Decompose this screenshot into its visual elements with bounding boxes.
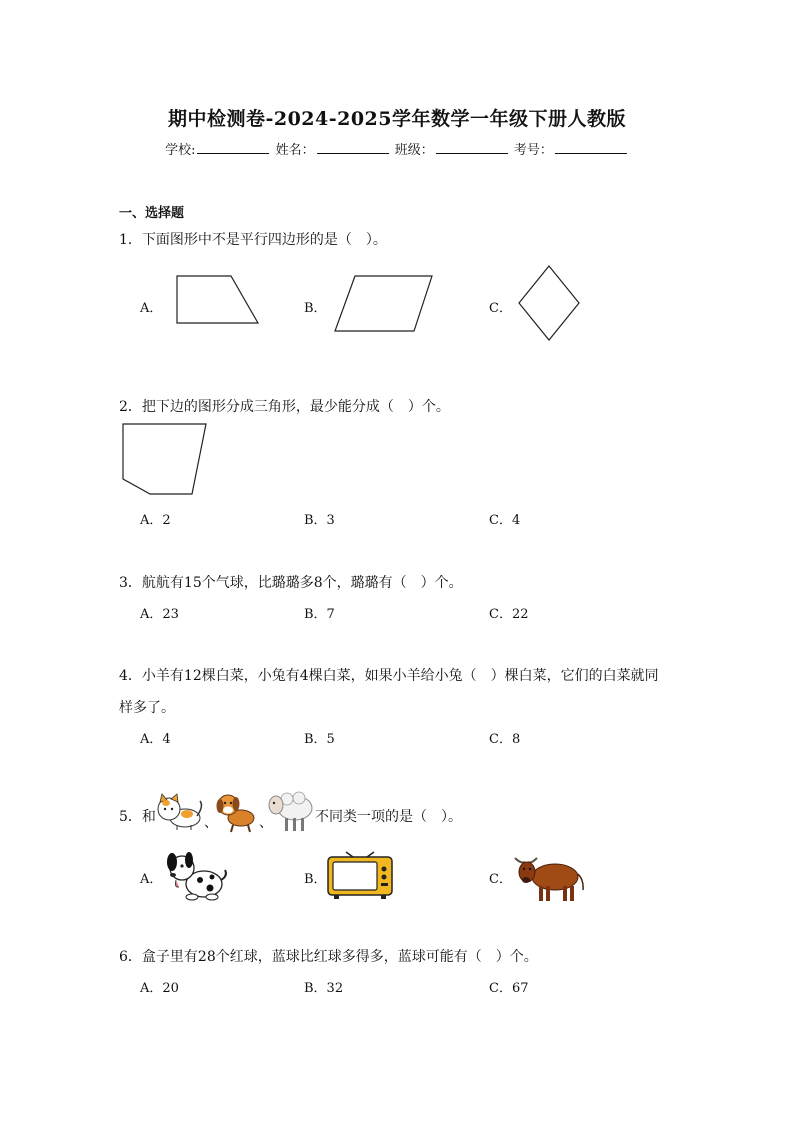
q5-option-c[interactable]: C． (489, 872, 512, 887)
q3-option-c[interactable]: C．22 (489, 607, 529, 622)
q2-option-b[interactable]: B．3 (304, 513, 335, 528)
q6-option-b[interactable]: B．32 (304, 981, 344, 996)
name-label: 姓名： (275, 143, 315, 158)
q3-option-b[interactable]: B．7 (304, 607, 335, 622)
puppy-icon (213, 790, 259, 834)
class-blank[interactable] (436, 139, 508, 154)
question-5-stem-prefix: 5．和 (119, 809, 156, 825)
q5-option-a[interactable]: A． (140, 872, 163, 887)
question-1-stem: 1．下面图形中不是平行四边形的是（ ）。 (119, 232, 387, 248)
trapezoid-figure (174, 274, 264, 328)
name-blank[interactable] (317, 139, 389, 154)
q5-option-b[interactable]: B． (304, 872, 327, 887)
question-5-stem-suffix: 不同类一项的是（ ）。 (315, 809, 462, 825)
q4-option-b[interactable]: B．5 (304, 732, 335, 747)
exam-number-blank[interactable] (555, 139, 627, 154)
student-info-line (0, 139, 794, 158)
page-title: 期中检测卷-2024-2025学年数学一年级下册人教版 (167, 108, 627, 130)
q4-option-a[interactable]: A．4 (140, 732, 171, 747)
question-5-sep2: 、 (259, 815, 273, 831)
sheep-icon (265, 788, 315, 834)
q2-option-a[interactable]: A．2 (140, 513, 171, 528)
pentagon-figure (120, 421, 210, 499)
q3-option-a[interactable]: A．23 (140, 607, 179, 622)
question-3-stem: 3．航航有15个气球，比璐璐多8个，璐璐有（ ）个。 (119, 575, 463, 591)
question-5-sep1: 、 (204, 815, 218, 831)
q1-option-a[interactable]: A． (140, 301, 163, 316)
cat-icon (153, 792, 205, 832)
class-label: 班级： (394, 143, 434, 158)
dog-icon (162, 850, 230, 902)
question-4-stem-line2: 样多了。 (119, 700, 175, 716)
tv-icon (326, 851, 394, 901)
q6-option-a[interactable]: A．20 (140, 981, 179, 996)
school-label: 学校: (165, 143, 196, 158)
q1-option-c[interactable]: C． (489, 301, 512, 316)
question-2-stem: 2．把下边的图形分成三角形，最少能分成（ ）个。 (119, 399, 450, 415)
q2-option-c[interactable]: C．4 (489, 513, 521, 528)
q4-option-c[interactable]: C．8 (489, 732, 521, 747)
section-title: 一、选择题 (119, 206, 185, 221)
rhombus-figure (516, 263, 584, 345)
parallelogram-figure (333, 273, 437, 335)
exam-number-label: 考号： (513, 143, 553, 158)
q6-option-c[interactable]: C．67 (489, 981, 529, 996)
question-6-stem: 6．盒子里有28个红球，蓝球比红球多得多，蓝球可能有（ ）个。 (119, 949, 538, 965)
question-4-stem-line1: 4．小羊有12棵白菜，小兔有4棵白菜，如果小羊给小兔（ ）棵白菜，它们的白菜就同 (119, 668, 659, 684)
school-blank[interactable] (197, 139, 269, 154)
q1-option-b[interactable]: B． (304, 301, 327, 316)
ox-icon (513, 850, 587, 904)
